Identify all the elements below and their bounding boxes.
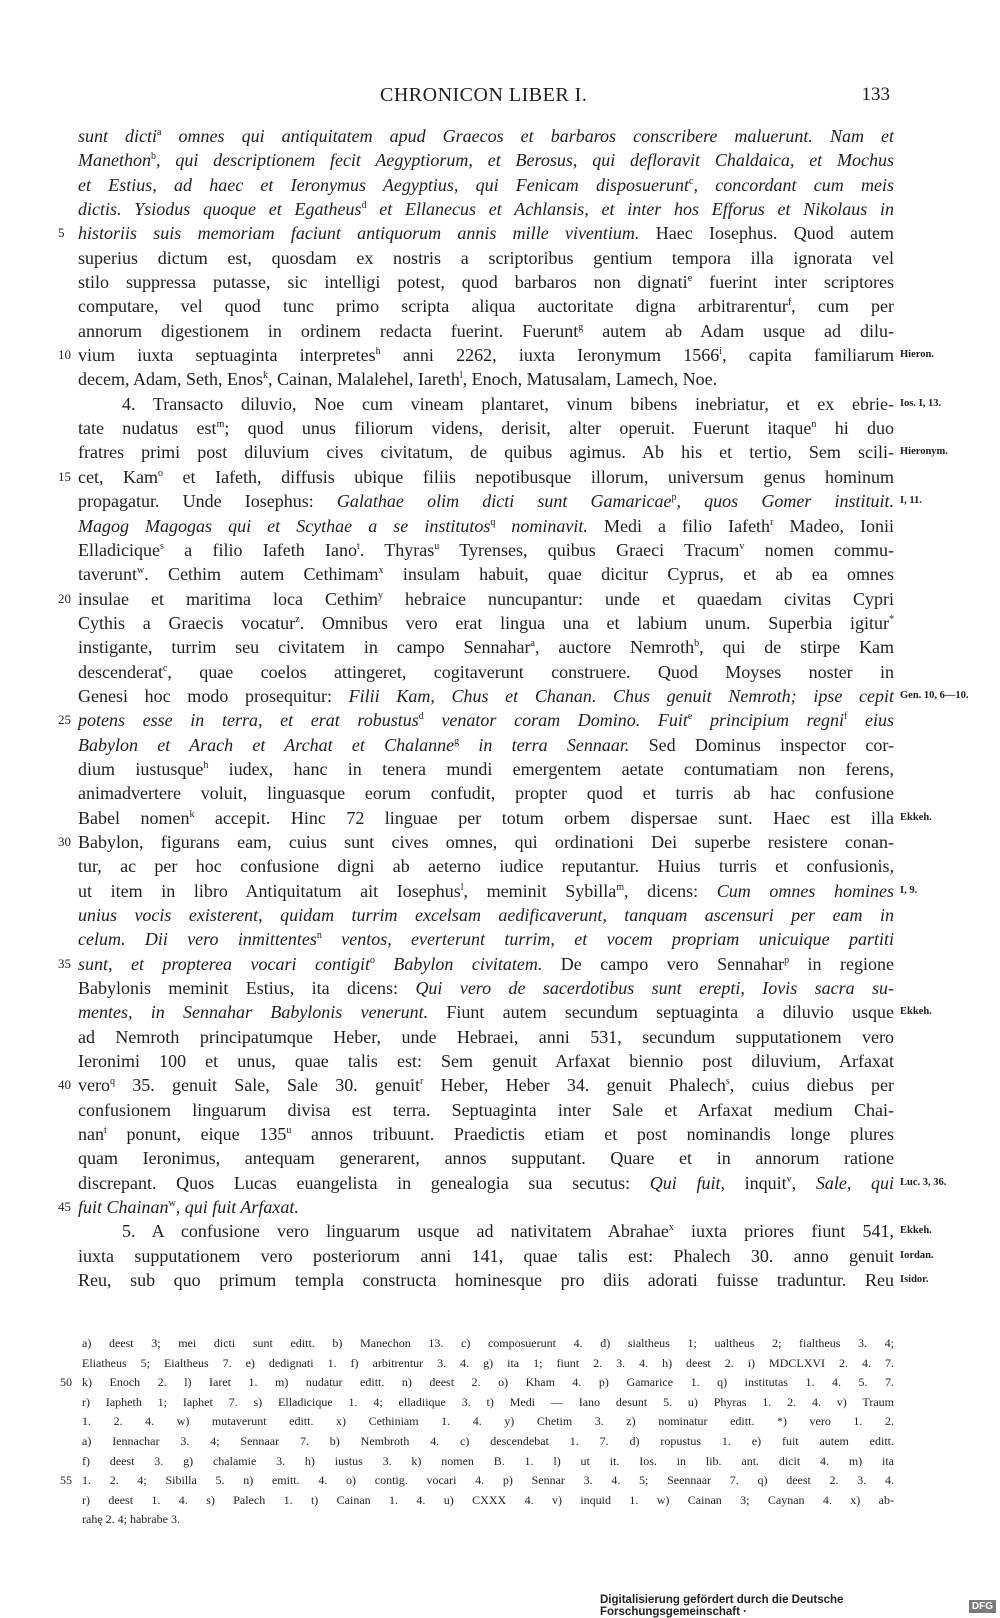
italic-quote-text: nominavit. <box>495 515 588 536</box>
italic-quote-text: historiis suis memoriam faciunt antiquorum annis mille viventium. <box>78 223 640 244</box>
italic-quote-text: Babylon et Arach et Archat et Chalanne <box>78 734 455 755</box>
text-run: decem, Adam, Seth, Enos <box>78 369 263 390</box>
running-title: CHRONICON LIBER I. <box>380 84 588 106</box>
text-run: taverunt <box>78 564 137 585</box>
italic-quote-text: ventos, everterunt turrim, et vocem propriam unicuique partiti <box>321 929 894 950</box>
footnote-line <box>82 1491 894 1511</box>
text-run: , meminit Sybilla <box>463 880 617 901</box>
footnote-text: f) deest 3. g) chalamie 3. h) iustus 3. k) nomen B. 1. l) ut it. Ios. in lib. ant. dicit 4. m) ita <box>82 1453 894 1468</box>
text-line <box>78 1171 947 1195</box>
text-run: propagatur. Unde Iosephus: <box>78 491 337 512</box>
footnote-text: rahę 2. 4; habrabe 3. <box>82 1512 180 1527</box>
footnote-marker: n <box>811 419 817 431</box>
text-run: accepit. Hinc 72 linguae per totum orbem dispersae sunt. Haec est illa <box>194 807 894 828</box>
footnote-marker: q <box>109 1076 115 1088</box>
text-run: inquit <box>724 1172 787 1193</box>
footnote-text: Eliatheus 5; Eialtheus 7. e) dedignati 1. f) arbitrentur 3. 4. g) ita 1; fiunt 2. 3. 4. h) deest 2. i) MDCLXVI 2. 4. 7. <box>82 1355 894 1370</box>
text-run: nan <box>78 1124 104 1145</box>
italic-quote-text: fuit Chainan <box>78 1197 169 1218</box>
text-line <box>78 173 894 197</box>
footnote-line <box>82 1432 894 1452</box>
footnote-marker: l <box>459 370 463 382</box>
text-line <box>78 124 894 148</box>
italic-quote-text: Sale, qui <box>815 1172 894 1193</box>
text-line <box>58 1195 894 1219</box>
text-line <box>78 903 894 927</box>
italic-quote-text: dictis. Ysiodus quoque et Egatheus <box>78 199 362 220</box>
text-line <box>78 270 894 294</box>
footnote-marker: u <box>286 1125 292 1137</box>
text-line <box>78 684 969 708</box>
footnote-marker: d <box>418 711 424 723</box>
footnote-marker: e <box>687 273 693 285</box>
text-run: , Cainan, Malalehel, Iareth <box>267 369 460 390</box>
text-run: Reu, sub quo primum templa constructa hominesque pro diis adorati fuisse traduntur. Reu <box>78 1270 894 1291</box>
text-run: , capita familiarum <box>722 345 894 366</box>
italic-quote-text: et Estius, ad haec et Ieronymus Aegyptius, qui Fenicam disposuerunt <box>78 174 690 195</box>
footnote-marker: m <box>216 419 225 431</box>
text-line <box>58 465 894 489</box>
text-run: in regione <box>789 953 894 974</box>
footnote-text: 1. 2. 4; Sibilla 5. n) emitt. 4. o) contig. vocari 4. p) Sennar 3. 4. 5; Seennaar 7. q) deest 2. 3. 4. <box>82 1473 894 1488</box>
footnote-line <box>60 1373 894 1393</box>
digitization-credit <box>600 1596 1000 1616</box>
footnote-line <box>82 1412 894 1432</box>
footnote-marker: f <box>787 297 792 309</box>
text-run: . Thyras <box>359 539 435 560</box>
text-run: hi duo <box>816 418 894 439</box>
italic-quote-text: , qui descriptionem fecit Aegyptiorum, et Berosus, qui defloravit Chaldaica, et Mochus <box>155 150 894 171</box>
text-line <box>78 1122 894 1146</box>
text-line <box>78 246 894 270</box>
text-run: dium iustusque <box>78 758 204 779</box>
text-run: anni 2262, iuxta Ieronymum 1566 <box>380 345 720 366</box>
footnote-marker: a <box>157 127 162 138</box>
text-run: , Enoch, Matusalam, Lamech, Noe. <box>462 369 718 390</box>
text-line <box>78 367 894 391</box>
text-run: Medi a filio Iafeth <box>587 515 771 536</box>
text-line <box>58 1073 894 1097</box>
text-run: iuxta priores fiunt 541, <box>673 1221 894 1242</box>
text-run: 4. Transacto diluvio, Noe cum vineam plantaret, vinum bibens inebriatur, et ex ebrie- <box>122 393 894 414</box>
margin-reference: Hieron. <box>900 349 934 361</box>
footnote-marker: i <box>719 346 723 358</box>
margin-reference: I, 11. <box>900 495 922 507</box>
text-run: superius dictum est, quosdam ex nostris a scriptoribus gentium tempora illa ignorata vel <box>78 247 894 268</box>
text-run: , dicens: <box>624 880 717 901</box>
text-run: , quae coelos attingeret, cogitaverunt construere. Quod Moyses noster in <box>167 661 894 682</box>
text-run: 5. A confusione vero linguarum usque ad nativitatem Abrahae <box>122 1221 669 1242</box>
footnote-marker: e <box>687 711 693 723</box>
footnote-text: r) Iapheth 1; Iaphet 7. s) Elladicique 1. 4; elladiique 3. t) Medi — Iano desunt 5. u) Phyras 1. 2. 4. v) Traum <box>82 1394 894 1409</box>
footnote-marker: c <box>162 662 168 674</box>
text-run: tate nudatus est <box>78 418 217 439</box>
text-line <box>78 757 894 781</box>
text-run: , qui de stirpe Kam <box>699 637 894 658</box>
footnote-marker: t <box>357 540 360 552</box>
footnote-text: a) deest 3; mei dicti sunt editt. b) Manechon 13. c) composuerunt 4. d) sialtheus 1; ualtheus 2; fialtheus 3. 4; <box>82 1336 894 1350</box>
footnote-line <box>82 1393 894 1413</box>
footnote-marker: u <box>434 540 440 552</box>
page-number: 133 <box>861 84 890 105</box>
text-line <box>78 148 894 172</box>
text-line <box>78 416 894 440</box>
footnote-marker: h <box>203 759 209 771</box>
italic-quote-text: potens esse in terra, et erat robustus <box>78 710 419 731</box>
italic-quote-text: venator coram Domino. Fuit <box>423 710 688 731</box>
footnote-marker: w <box>168 1198 176 1210</box>
text-run: Genesi hoc modo prosequitur: <box>78 685 349 706</box>
text-run: cet, Kam <box>78 466 159 487</box>
text-run: tur, ac per hoc confusione digni ab aeterno iudice reputantur. Huius turris et confusionis, <box>78 856 894 877</box>
text-run: hebraice nuncupantur: unde et quaedam civitas Cypri <box>383 588 894 609</box>
margin-reference: Hieronym. <box>900 446 948 458</box>
footnote-marker: k <box>262 370 268 382</box>
footnote-marker: o <box>158 467 164 479</box>
text-line <box>78 733 894 757</box>
italic-quote-text: sunt dicti <box>78 126 158 146</box>
text-line <box>58 708 894 732</box>
footnote-marker: b <box>694 638 700 650</box>
line-number: 35 <box>58 955 71 971</box>
text-line <box>78 1025 894 1049</box>
footnote-marker: p <box>671 492 677 504</box>
italic-quote-text: principium regni <box>692 710 844 731</box>
italic-quote-text: eius <box>847 710 894 731</box>
text-run: confusionem linguarum divisa est terra. Septuaginta inter Sale et Arfaxat medium Chai- <box>78 1099 894 1120</box>
line-number: 25 <box>58 712 71 728</box>
text-line <box>58 952 894 976</box>
text-run: iuxta supputationem vero posteriorum anni 141, quae talis est: Phalech 30. anno genuit <box>78 1245 894 1266</box>
text-run: , <box>791 1172 816 1193</box>
text-run: . Omnibus vero erat lingua una et labium unum. Superbia igitur <box>299 612 889 633</box>
text-run: a filio Iafeth Iano <box>163 539 358 560</box>
italic-quote-text: celum. Dii vero inmittentes <box>78 929 317 950</box>
text-run: Tyrenses, quibus Graeci Tracum <box>439 539 740 560</box>
margin-reference: Iordan. <box>900 1249 934 1261</box>
footnote-marker: g <box>578 321 584 333</box>
line-number: 20 <box>58 590 71 606</box>
line-number: 45 <box>58 1199 71 1215</box>
text-run: vero <box>78 1075 110 1096</box>
footnote-marker: g <box>454 735 460 747</box>
italic-quote-text: sunt, et propterea vocari contigit <box>78 953 370 974</box>
italic-quote-text: in terra Sennaar. <box>459 734 630 755</box>
page-header <box>0 84 1000 114</box>
text-line <box>58 221 894 245</box>
text-line <box>78 1000 932 1024</box>
italic-quote-text: , quos Gomer instituit. <box>676 491 894 512</box>
footnote-marker: r <box>770 516 774 528</box>
italic-quote-text: et Ellanecus et Achlansis, et inter hos Efforus et Nikolaus in <box>366 199 894 220</box>
footnote-text: k) Enoch 2. l) Iaret 1. m) nudatur editt. n) deest 2. o) Kham 4. p) Gamarice 1. q) institutas 1. 4. 5. 7. <box>82 1375 894 1390</box>
text-line <box>78 879 918 903</box>
text-line <box>78 1244 934 1268</box>
main-text-block <box>58 124 969 1293</box>
footnote-marker: p <box>784 954 790 966</box>
margin-reference: I, 9. <box>900 884 918 896</box>
footnote-line <box>60 1471 894 1491</box>
margin-reference: Ekkeh. <box>900 1006 932 1018</box>
text-run: iudex, hanc in tenera mundi emergentem aetate contumatiam non ferens, <box>208 758 894 779</box>
text-line <box>78 392 942 416</box>
text-run: ponunt, eique 135 <box>106 1124 287 1145</box>
footnote-text: r) deest 1. 4. s) Palech 1. t) Cainan 1. 4. u) CXXX 4. v) inquid 1. w) Cainan 3; Caynan 4. x) ab- <box>82 1492 894 1507</box>
text-run: , auctore Nemroth <box>534 637 695 658</box>
text-line <box>78 197 894 221</box>
footnote-marker: t <box>104 1125 107 1137</box>
text-run: Babylonis meminit Estius, ita dicens: <box>78 978 416 999</box>
footnote-marker: s <box>159 540 164 552</box>
footnote-line <box>82 1452 894 1472</box>
line-number: 15 <box>58 468 71 484</box>
text-run: Ieronimi 100 et unus, quae talis est: Sem genuit Arfaxat biennio post diluvium, Arfaxat <box>78 1051 894 1072</box>
text-run: Haec Iosephus. Quod autem <box>639 223 894 244</box>
text-run: insulam habuit, quae dicitur Cyprus, et ab ea omnes <box>383 564 895 585</box>
text-line <box>78 927 894 951</box>
text-line <box>58 343 934 367</box>
italic-quote-text: Magog Magogas qui et Scythae a se institutos <box>78 515 491 536</box>
text-line <box>78 1049 894 1073</box>
text-line <box>78 854 894 878</box>
margin-reference: Luc. 3, 36. <box>900 1176 947 1188</box>
footnote-marker: d <box>361 200 367 212</box>
footnote-marker: n <box>316 930 322 942</box>
text-run: discrepant. Quos Lucas euangelista in genealogia sua secutus: <box>78 1172 650 1193</box>
text-run: Cythis a Graecis vocatur <box>78 612 296 633</box>
text-line <box>58 830 894 854</box>
text-run: Babylon, figurans eam, cuius sunt cives omnes, qui ordinationi Dei superbe resistere conan- <box>78 831 894 852</box>
text-run: annorum digestionem in ordinem redacta fuerint. Fuerunt <box>78 320 579 341</box>
italic-quote-text: , qui fuit Arfaxat. <box>175 1197 299 1218</box>
italic-quote-text: unius vocis existerent, quidam turrim excelsam aedificaverunt, tanquam ascensuri per eam in <box>78 905 894 925</box>
italic-quote-text: Galathae olim dicti sunt Gamaricae <box>336 491 672 512</box>
footnote-marker: * <box>889 613 894 625</box>
line-number: 40 <box>58 1077 71 1093</box>
footnote-line <box>82 1354 894 1374</box>
footnote-text: a) Iennachar 3. 4; Sennaar 7. b) Nembroth 4. c) descendebat 1. 7. d) ropustus 1. e) fuit autem editt. <box>82 1433 894 1448</box>
italic-quote-text: Qui vero de sacerdotibus sunt erepti, Iovis sacra su- <box>415 978 894 999</box>
footnote-marker: h <box>375 346 381 358</box>
text-run: . Cethim autem Cethimam <box>144 564 379 585</box>
text-run: computare, vel quod tunc primo scripta aliqua auctoritate digna arbitrarentur <box>78 296 788 317</box>
line-number: 30 <box>58 833 71 849</box>
footnote-marker: s <box>725 1076 730 1088</box>
text-run: animadvertere voluit, linguasque eorum confudit, propter quod et turris ab hac confusione <box>78 783 894 804</box>
footnote-marker: r <box>420 1076 424 1088</box>
footnote-marker: f <box>843 711 848 723</box>
text-run: Sed Dominus inspector cor- <box>629 734 894 755</box>
footnote-marker: l <box>460 881 464 893</box>
text-run: fratres primi post diluvium cives civitatum, de quibus agimus. Ab his et tertio, Sem scili- <box>78 442 894 463</box>
text-line <box>78 976 894 1000</box>
text-line <box>78 806 932 830</box>
text-run: Madeo, Ionii <box>773 515 894 536</box>
italic-quote-text: Qui fuit, <box>649 1172 725 1193</box>
margin-reference: Ios. I, 13. <box>900 397 942 409</box>
text-run: ad Nemroth principatumque Heber, unde Hebraei, anni 531, secundum supputationem vero <box>78 1026 894 1047</box>
text-run: , cuius diebus per <box>729 1075 894 1096</box>
text-line <box>78 538 894 562</box>
footnote-marker: a <box>530 638 535 650</box>
text-run: ; quod unus filiorum videns, derisit, alter operuit. Fuerunt itaque <box>224 418 812 439</box>
text-line <box>78 1268 929 1292</box>
text-line <box>78 1146 894 1170</box>
footnote-line <box>82 1510 894 1530</box>
text-run: ut item in libro Antiquitatum ait Iosephus <box>78 880 461 901</box>
text-line <box>58 587 894 611</box>
footnote-marker: v <box>786 1173 792 1185</box>
text-run: et Iafeth, diffusis ubique filiis nepotibusque illorum, universum genus hominum <box>163 466 894 487</box>
text-run: instigante, turrim seu civitatem in campo Sennahar <box>78 637 531 658</box>
footnote-marker: v <box>739 540 745 552</box>
text-run: Fiunt autem secundum septuaginta a diluvio usque <box>428 1002 894 1023</box>
text-run: annos tribuunt. Praedictis etiam et post nominandis longe plures <box>291 1124 894 1145</box>
text-line <box>78 440 948 464</box>
line-number: 55 <box>60 1473 72 1488</box>
line-number: 10 <box>58 347 71 363</box>
footnote-marker: x <box>378 565 384 577</box>
text-run: descenderat <box>78 661 163 682</box>
text-line <box>78 781 894 805</box>
margin-reference: Isidor. <box>900 1274 929 1286</box>
text-line <box>78 611 894 635</box>
italic-quote-text: Babylon civitatem. <box>374 953 543 974</box>
footnote-marker: x <box>668 1222 674 1234</box>
footnote-marker: z <box>295 613 300 625</box>
text-line <box>78 635 894 659</box>
line-number: 5 <box>58 225 65 241</box>
text-line <box>78 562 894 586</box>
text-run: quam Ieronimus, antequam generarent, annos supputant. Quare et in annorum ratione <box>78 1148 894 1169</box>
text-run: insulae et maritima loca Cethim <box>78 588 378 609</box>
text-line <box>78 660 894 684</box>
italic-quote-text: Manethon <box>78 150 151 171</box>
text-line <box>78 489 922 513</box>
footnote-marker: o <box>369 954 375 966</box>
margin-reference: Gen. 10, 6—10. <box>900 689 969 701</box>
footnote-line <box>82 1334 894 1354</box>
text-line <box>78 514 894 538</box>
line-number: 50 <box>60 1375 72 1390</box>
italic-quote-text: Filii Kam, Chus et Chanan. Chus genuit Nemroth; ipse cepit <box>348 685 894 706</box>
critical-apparatus <box>60 1334 894 1530</box>
text-line <box>78 294 894 318</box>
footnote-marker: c <box>689 175 694 187</box>
text-line <box>78 1219 932 1243</box>
margin-reference: Ekkeh. <box>900 1225 932 1237</box>
text-run: Elladicique <box>78 539 160 560</box>
text-run: , cum per <box>791 296 894 317</box>
text-run: Babel nomen <box>78 807 190 828</box>
footnote-marker: m <box>616 881 625 893</box>
footnote-marker: w <box>136 565 145 577</box>
italic-quote-text: omnes qui antiquitatem apud Graecos et barbaros conscribere maluerunt. <box>161 126 830 146</box>
italic-quote-text: Cum omnes homines <box>716 880 894 901</box>
credit-text: Digitalisierung gefördert durch die Deutsche Forschungsgemeinschaft · <box>600 1594 844 1618</box>
footnote-marker: y <box>378 589 383 601</box>
footnote-marker: b <box>150 151 156 163</box>
footnote-marker: q <box>490 516 496 528</box>
italic-quote-text: , concordant cum meis <box>693 174 894 195</box>
text-run: stilo suppressa putasse, sic intelligi potest, quod barbaros non dignati <box>78 272 688 293</box>
footnote-marker: k <box>189 808 195 820</box>
dfg-logo: DFG <box>969 1600 996 1613</box>
text-line <box>78 319 894 343</box>
footnote-text: 1. 2. 4. w) mutaverunt editt. x) Cethiniam 1. 4. y) Chetim 3. z) nominatur editt. *) vero 1. 2. <box>82 1414 894 1429</box>
italic-quote-text: mentes, in Sennahar Babylonis venerunt. <box>78 1002 429 1023</box>
text-line <box>78 1098 894 1122</box>
text-run: autem ab Adam usque ad dilu- <box>583 320 894 341</box>
text-run: De campo vero Sennahar <box>542 953 785 974</box>
text-run: nomen commu- <box>744 539 894 560</box>
italic-quote-text: Nam et <box>829 126 894 146</box>
margin-reference: Ekkeh. <box>900 811 932 823</box>
text-run: fuerint inter scriptores <box>692 272 894 293</box>
text-run: 35. genuit Sale, Sale 30. genuit <box>114 1075 420 1096</box>
text-run: Heber, Heber 34. genuit Phalech <box>423 1075 726 1096</box>
text-run: vium iuxta septuaginta interpretes <box>78 345 376 366</box>
